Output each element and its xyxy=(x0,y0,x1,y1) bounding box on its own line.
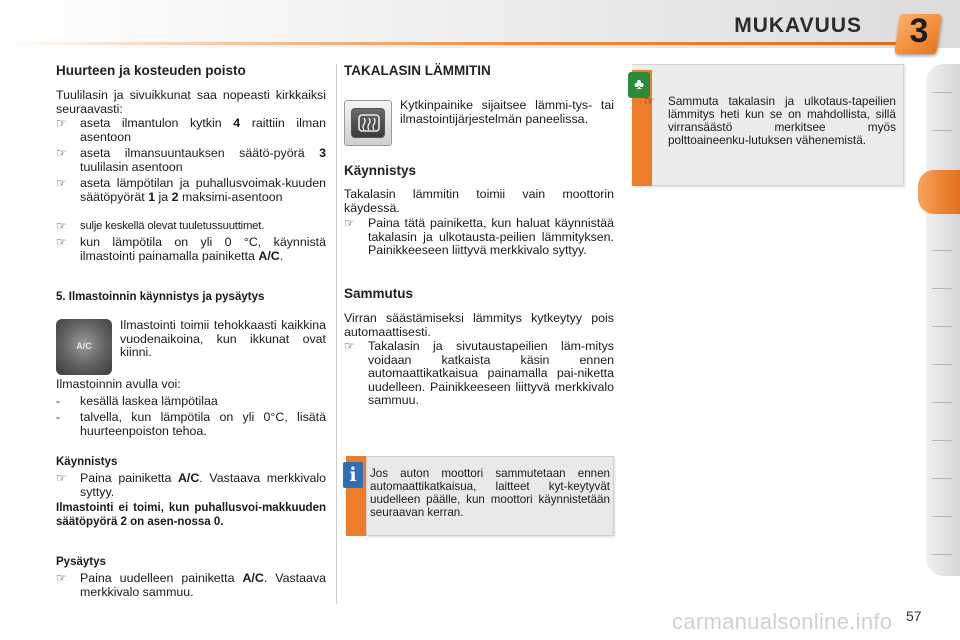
rear-defrost-button-icon xyxy=(344,100,392,146)
page-number: 57 xyxy=(906,608,922,624)
bullet-hand-icon: ☞ xyxy=(56,116,67,130)
list-item: ☞ sulje keskellä olevat tuuletussuuttimet. xyxy=(56,219,265,233)
list-item: ☞ aseta ilmantulon kytkin 4 raittiin ilman asentoon xyxy=(56,116,327,144)
subheading-start: Käynnistys xyxy=(56,456,118,468)
tab-divider xyxy=(932,364,952,365)
tab-divider xyxy=(932,440,952,441)
tab-divider xyxy=(932,554,952,555)
dash: - xyxy=(56,410,60,424)
list-item: ☞ Takalasin ja sivutaustapeilien läm-mitys voidaan katkaista käsin ennen automaattikatkaisua painamalla pai-niketta uudelleen. Painikkeeseen liittyvä merkkivalo sammuu. xyxy=(344,339,614,407)
tab-divider xyxy=(932,250,952,251)
list-item: ☞ aseta ilmansuuntauksen säätö-pyörä 3 tuulilasin asentoon xyxy=(56,146,326,174)
bullet-hand-icon: ☞ xyxy=(56,146,67,160)
list-item: ☞ Paina uudelleen painiketta A/C. Vastaava merkkivalo sammuu. xyxy=(56,571,326,599)
tab-divider xyxy=(932,478,952,479)
chapter-tab-rail[interactable] xyxy=(926,64,960,576)
tab-divider xyxy=(932,130,952,131)
tab-divider xyxy=(932,92,952,93)
list-item: ☞ kun lämpötila on yli 0 °C, käynnistä ilmastointi painamalla painiketta A/C. xyxy=(56,235,326,263)
ac-usage-intro: Ilmastoinnin avulla voi: xyxy=(56,377,181,391)
subheading-stop: Pysäytys xyxy=(56,556,106,568)
bullet-hand-icon: ☞ xyxy=(56,219,67,233)
tab-divider xyxy=(932,288,952,289)
rear-defrost-stop-text: Virran säästämiseksi lämmitys kytkeytyy pois automaattisesti. xyxy=(344,311,614,339)
active-chapter-tab[interactable] xyxy=(918,170,960,214)
tab-divider xyxy=(932,516,952,517)
bullet-hand-icon: ☞ xyxy=(56,176,67,190)
list-item: ☞ Paina painiketta A/C. Vastaava merkkivalo syttyy. xyxy=(56,471,326,499)
list-item: ☞ aseta lämpötilan ja puhallusvoimak-kuuden säätöpyörät 1 ja 2 maksimi-asentoon xyxy=(56,176,326,204)
ac-button-icon: A/C xyxy=(56,319,112,375)
rear-defrost-location: Kytkinpainike sijaitsee lämmi-tys- tai ilmastointijärjestelmän paneelissa. xyxy=(400,98,614,126)
section-title-rear-defrost: TAKALASIN LÄMMITIN xyxy=(344,63,491,78)
tab-divider xyxy=(932,402,952,403)
info-text: Jos auton moottori sammutetaan ennen automaattikatkaisua, laitteet kyt-keytyvät uudelleen päälle, kun moottori käynnistetään seuraavan kerran. xyxy=(370,467,610,519)
bullet-hand-icon: ☞ xyxy=(56,471,67,485)
column-divider xyxy=(336,64,337,604)
section-title-ac: 5. Ilmastoinnin käynnistys ja pysäytys xyxy=(56,291,265,303)
bullet-hand-icon: ☞ xyxy=(344,339,355,353)
eco-tip-text: ☞ Sammuta takalasin ja ulkotaus-tapeilien lämmitys heti kun se on mahdollista, sillä virransäästö merkitsee myös polttoaineenku-lutuksen vähenemistä. xyxy=(644,94,896,147)
list-item: ☞ Paina tätä painiketta, kun haluat käynnistää takalasin ja ulkotausta-peilien lämmityksen. Painikkeeseen liittyvä merkkivalo syttyy. xyxy=(344,216,614,257)
rear-window-heater-icon xyxy=(352,109,386,139)
list-item: - kesällä laskea lämpötilaa xyxy=(56,394,218,408)
ac-description: Ilmastointi toimii tehokkaasti kaikkina vuodenaikoina, kun ikkunat ovat kiinni. xyxy=(120,318,326,359)
watermark: carmanualsonline.info xyxy=(672,609,893,634)
subheading-start: Käynnistys xyxy=(344,163,417,178)
list-item: - talvella, kun lämpötila on yli 0°C, lisätä huurteenpoiston tehoa. xyxy=(56,410,326,438)
bullet-hand-icon: ☞ xyxy=(56,235,67,249)
chapter-title: MUKAVUUS xyxy=(734,14,862,37)
chapter-number: 3 xyxy=(909,12,929,50)
bullet-hand-icon: ☞ xyxy=(56,571,67,585)
bullet-hand-icon: ☞ xyxy=(344,216,355,230)
defog-intro: Tuulilasin ja sivuikkunat saa nopeasti kirkkaiksi seuraavasti: xyxy=(56,88,326,116)
section-title-defog: Huurteen ja kosteuden poisto xyxy=(56,63,246,78)
dash: - xyxy=(56,394,60,408)
tab-divider xyxy=(932,326,952,327)
ac-warning: Ilmastointi ei toimi, kun puhallusvoi-makkuuden säätöpyörä 2 on asen-nossa 0. xyxy=(56,502,326,528)
subheading-stop: Sammutus xyxy=(344,286,414,301)
header-stripe xyxy=(0,42,900,45)
eco-leaf-icon: ♣ xyxy=(628,72,650,98)
rear-defrost-start-text: Takalasin lämmitin toimii vain moottorin käydessä. xyxy=(344,187,614,215)
info-icon: i xyxy=(343,462,363,488)
bullet-hand-icon: ☞ xyxy=(644,94,655,108)
